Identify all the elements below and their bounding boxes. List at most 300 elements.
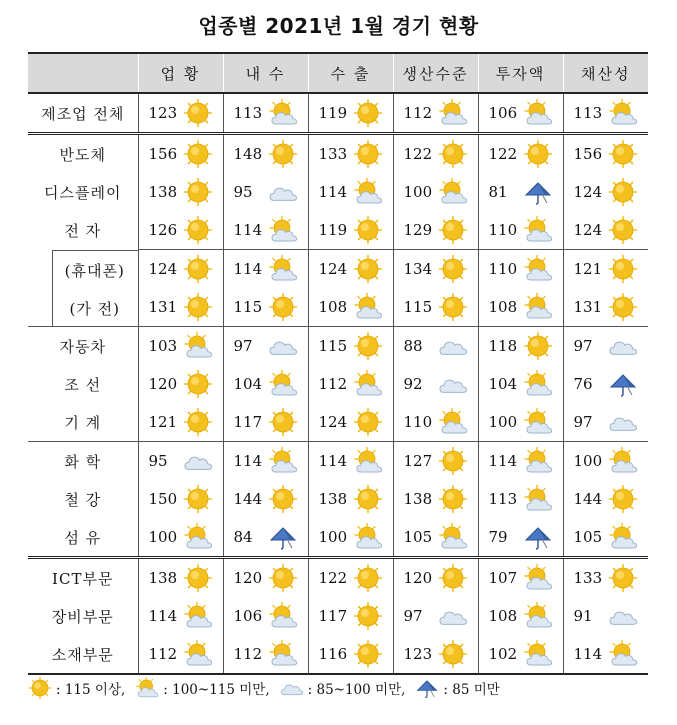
data-cell: [393, 93, 478, 134]
data-cell: [308, 442, 393, 481]
data-cell: [308, 134, 393, 174]
sun-icon: [28, 676, 52, 700]
cloud-icon: [268, 331, 298, 361]
cell-value: 105: [403, 528, 433, 546]
data-cell: [138, 480, 223, 518]
sun-icon: [268, 292, 298, 322]
industry-table: [28, 52, 648, 675]
partly-cloudy-icon: [523, 215, 553, 245]
data-cell: [223, 635, 308, 674]
data-cell: [308, 597, 393, 635]
cell-value: 115: [403, 298, 433, 316]
header-col: 수 출: [308, 53, 393, 93]
umbrella-icon: [523, 522, 553, 552]
cell-value: 114: [233, 452, 263, 470]
data-cell: [393, 250, 478, 289]
data-cell: [308, 365, 393, 403]
header-col: 내 수: [223, 53, 308, 93]
cell-value: 100: [488, 413, 518, 431]
sun-icon: [438, 215, 468, 245]
table-row: [28, 480, 648, 518]
data-cell: [223, 288, 308, 327]
data-cell: [138, 365, 223, 403]
cell-value: 126: [148, 221, 178, 239]
data-cell: [223, 558, 308, 598]
partly-cloudy-icon: [268, 254, 298, 284]
cell-value: 100: [148, 528, 178, 546]
data-cell: [223, 134, 308, 174]
data-cell: [478, 442, 563, 481]
partly-cloudy-icon: [183, 331, 213, 361]
cell-value: 103: [148, 337, 178, 355]
data-cell: [563, 558, 648, 598]
data-cell: [308, 480, 393, 518]
partly-cloudy-icon: [183, 601, 213, 631]
partly-cloudy-icon: [523, 446, 553, 476]
sun-icon: [438, 139, 468, 169]
data-cell: [563, 518, 648, 558]
data-cell: [478, 480, 563, 518]
data-cell: [563, 597, 648, 635]
sun-icon: [183, 254, 213, 284]
data-cell: [138, 442, 223, 481]
page-title: 업종별 2021년 1월 경기 현황: [198, 14, 479, 38]
cell-value: 95: [233, 183, 253, 201]
data-cell: [138, 403, 223, 442]
cell-value: 144: [233, 490, 263, 508]
partly-cloudy-icon: [608, 639, 638, 669]
sun-icon: [183, 98, 213, 128]
data-cell: [308, 173, 393, 211]
sun-icon: [183, 292, 213, 322]
data-cell: [478, 173, 563, 211]
cell-value: 117: [318, 607, 348, 625]
sun-icon: [268, 484, 298, 514]
header-col: 생산수준: [393, 53, 478, 93]
data-cell: [563, 403, 648, 442]
sun-icon: [608, 139, 638, 169]
legend: [28, 676, 510, 700]
umbrella-icon: [608, 369, 638, 399]
cell-value: 156: [573, 145, 603, 163]
cell-value: 131: [148, 298, 178, 316]
partly-cloudy-icon: [268, 98, 298, 128]
partly-cloudy-icon: [608, 522, 638, 552]
cell-value: 120: [403, 569, 433, 587]
sun-icon: [268, 407, 298, 437]
cell-value: 110: [488, 221, 518, 239]
partly-cloudy-icon: [268, 215, 298, 245]
data-cell: [478, 403, 563, 442]
cell-value: 113: [573, 104, 603, 122]
sun-icon: [183, 139, 213, 169]
cell-value: 114: [233, 221, 263, 239]
cell-value: 123: [148, 104, 178, 122]
data-cell: [563, 93, 648, 134]
cell-value: 95: [148, 452, 168, 470]
cell-value: 138: [318, 490, 348, 508]
cell-value: 114: [573, 645, 603, 663]
cell-value: 124: [318, 413, 348, 431]
cloud-icon: [608, 601, 638, 631]
cell-value: 113: [488, 490, 518, 508]
data-cell: [223, 480, 308, 518]
cell-value: 118: [488, 337, 518, 355]
data-cell: [138, 518, 223, 558]
data-cell: [138, 558, 223, 598]
data-cell: [393, 173, 478, 211]
header-col: 투자액: [478, 53, 563, 93]
row-label: 섬 유: [64, 528, 102, 547]
sun-icon: [353, 484, 383, 514]
row-sublabel: (가 전): [69, 300, 120, 318]
cell-value: 112: [403, 104, 433, 122]
data-cell: [393, 442, 478, 481]
sun-icon: [523, 139, 553, 169]
cell-value: 114: [233, 260, 263, 278]
cell-value: 131: [573, 298, 603, 316]
data-cell: [563, 288, 648, 327]
table-row: [28, 403, 648, 442]
cell-value: 108: [488, 298, 518, 316]
cell-value: 122: [488, 145, 518, 163]
sun-icon: [183, 563, 213, 593]
data-cell: [478, 635, 563, 674]
cell-value: 97: [573, 413, 593, 431]
sun-icon: [438, 639, 468, 669]
table-row: [28, 597, 648, 635]
cell-value: 114: [488, 452, 518, 470]
data-cell: [138, 635, 223, 674]
data-cell: [138, 211, 223, 250]
legend-item: [28, 676, 125, 700]
data-cell: [223, 442, 308, 481]
cell-value: 115: [318, 337, 348, 355]
data-cell: [478, 327, 563, 366]
row-sublabel: (휴대폰): [64, 261, 125, 280]
partly-cloudy-icon: [353, 522, 383, 552]
data-cell: [223, 597, 308, 635]
data-cell: [478, 365, 563, 403]
sun-icon: [353, 254, 383, 284]
data-cell: [563, 173, 648, 211]
sun-icon: [438, 484, 468, 514]
legend-text: : 85~100 미만,: [307, 682, 406, 698]
row-label: 기 계: [64, 413, 102, 432]
sun-icon: [183, 369, 213, 399]
cell-value: 112: [233, 645, 263, 663]
data-cell: [393, 211, 478, 250]
cell-value: 138: [148, 569, 178, 587]
data-cell: [478, 93, 563, 134]
partly-cloudy-icon: [523, 407, 553, 437]
cell-value: 102: [488, 645, 518, 663]
sun-icon: [438, 254, 468, 284]
cell-value: 106: [233, 607, 263, 625]
sun-icon: [353, 601, 383, 631]
cell-value: 79: [488, 528, 508, 546]
row-label: [28, 250, 138, 289]
cell-value: 124: [148, 260, 178, 278]
partly-cloudy-icon: [268, 446, 298, 476]
row-label: 전 자: [64, 221, 102, 240]
sun-icon: [608, 292, 638, 322]
cell-value: 119: [318, 221, 348, 239]
cloud-icon: [608, 331, 638, 361]
sun-icon: [183, 177, 213, 207]
cell-value: 134: [403, 260, 433, 278]
data-cell: [563, 365, 648, 403]
data-cell: [478, 597, 563, 635]
cell-value: 121: [573, 260, 603, 278]
umbrella-icon: [415, 676, 439, 700]
data-cell: [393, 288, 478, 327]
partly-cloudy-icon: [353, 369, 383, 399]
partly-cloudy-icon: [268, 639, 298, 669]
table-row: [28, 93, 648, 134]
cell-value: 105: [573, 528, 603, 546]
legend-item: [135, 676, 269, 700]
data-cell: [393, 518, 478, 558]
cell-value: 120: [148, 375, 178, 393]
data-cell: [308, 93, 393, 134]
cell-value: 127: [403, 452, 433, 470]
partly-cloudy-icon: [268, 601, 298, 631]
data-cell: [223, 327, 308, 366]
partly-cloudy-icon: [353, 292, 383, 322]
legend-text: : 85 미만: [443, 682, 500, 698]
data-cell: [308, 211, 393, 250]
cell-value: 108: [488, 607, 518, 625]
cell-value: 107: [488, 569, 518, 587]
data-cell: [478, 288, 563, 327]
sun-icon: [268, 139, 298, 169]
umbrella-icon: [268, 522, 298, 552]
table-row: [28, 327, 648, 366]
sun-icon: [353, 639, 383, 669]
row-label: 화 학: [28, 442, 138, 481]
cloud-icon: [268, 177, 298, 207]
cloud-icon: [608, 407, 638, 437]
cell-value: 100: [318, 528, 348, 546]
cell-value: 100: [403, 183, 433, 201]
table-row: [28, 365, 648, 403]
data-cell: [308, 327, 393, 366]
data-cell: [393, 134, 478, 174]
sun-icon: [608, 563, 638, 593]
cell-value: 114: [318, 183, 348, 201]
cell-value: 138: [148, 183, 178, 201]
row-label: 철 강: [64, 490, 102, 509]
cell-value: 100: [573, 452, 603, 470]
data-cell: [308, 635, 393, 674]
partly-cloudy-icon: [523, 292, 553, 322]
partly-cloudy-icon: [523, 639, 553, 669]
partly-cloudy-icon: [353, 177, 383, 207]
partly-cloudy-icon: [438, 98, 468, 128]
cloud-icon: [438, 331, 468, 361]
sun-icon: [183, 407, 213, 437]
cell-value: 133: [573, 569, 603, 587]
sun-icon: [183, 484, 213, 514]
cell-value: 121: [148, 413, 178, 431]
data-cell: [563, 480, 648, 518]
cloud-icon: [280, 676, 304, 700]
cell-value: 129: [403, 221, 433, 239]
cloud-icon: [438, 369, 468, 399]
partly-cloudy-icon: [523, 484, 553, 514]
partly-cloudy-icon: [183, 522, 213, 552]
row-label: 소재부문: [28, 635, 138, 674]
cell-value: 117: [233, 413, 263, 431]
data-cell: [308, 518, 393, 558]
data-cell: [308, 250, 393, 289]
partly-cloudy-icon: [353, 446, 383, 476]
table-row: [28, 250, 648, 289]
data-cell: [563, 442, 648, 481]
cell-value: 113: [233, 104, 263, 122]
cell-value: 76: [573, 375, 593, 393]
table-body: [28, 93, 648, 674]
cell-value: 122: [403, 145, 433, 163]
sun-icon: [353, 331, 383, 361]
data-cell: [223, 518, 308, 558]
data-cell: [478, 211, 563, 250]
data-cell: [138, 173, 223, 211]
row-label: 자동차: [28, 327, 138, 366]
partly-cloudy-icon: [135, 676, 159, 700]
partly-cloudy-icon: [438, 522, 468, 552]
sun-icon: [268, 563, 298, 593]
data-cell: [563, 635, 648, 674]
sun-icon: [438, 292, 468, 322]
partly-cloudy-icon: [268, 369, 298, 399]
cell-value: 148: [233, 145, 263, 163]
cell-value: 97: [573, 337, 593, 355]
data-cell: [138, 134, 223, 174]
cell-value: 115: [233, 298, 263, 316]
legend-text: : 100~115 미만,: [163, 682, 270, 698]
sun-icon: [438, 446, 468, 476]
cell-value: 110: [403, 413, 433, 431]
data-cell: [223, 173, 308, 211]
data-cell: [393, 403, 478, 442]
sun-icon: [608, 215, 638, 245]
cell-value: 104: [233, 375, 263, 393]
cell-value: 133: [318, 145, 348, 163]
row-label: 디스플레이: [44, 183, 122, 202]
data-cell: [393, 558, 478, 598]
cell-value: 81: [488, 183, 508, 201]
table-row: [28, 211, 648, 250]
cell-value: 156: [148, 145, 178, 163]
header-col: 업 황: [138, 53, 223, 93]
data-cell: [138, 288, 223, 327]
cell-value: 110: [488, 260, 518, 278]
row-label: [28, 288, 138, 327]
data-cell: [223, 403, 308, 442]
partly-cloudy-icon: [523, 254, 553, 284]
data-cell: [308, 288, 393, 327]
cell-value: 116: [318, 645, 348, 663]
data-cell: [563, 211, 648, 250]
sun-icon: [608, 484, 638, 514]
table-row: [28, 288, 648, 327]
table-header-row: [28, 53, 648, 93]
data-cell: [478, 518, 563, 558]
sun-icon: [353, 139, 383, 169]
data-cell: [563, 134, 648, 174]
cell-value: 124: [318, 260, 348, 278]
cell-value: 106: [488, 104, 518, 122]
cell-value: 120: [233, 569, 263, 587]
legend-text: : 115 이상,: [56, 682, 126, 698]
cell-value: 114: [148, 607, 178, 625]
data-cell: [308, 558, 393, 598]
cell-value: 112: [318, 375, 348, 393]
cell-value: 91: [573, 607, 593, 625]
table-row: [28, 558, 648, 598]
data-cell: [223, 250, 308, 289]
sun-icon: [438, 563, 468, 593]
cell-value: 119: [318, 104, 348, 122]
data-cell: [393, 365, 478, 403]
partly-cloudy-icon: [183, 639, 213, 669]
table-row: [28, 134, 648, 174]
sun-icon: [608, 254, 638, 284]
cell-value: 122: [318, 569, 348, 587]
cell-value: 92: [403, 375, 423, 393]
table-row: [28, 173, 648, 211]
data-cell: [563, 250, 648, 289]
data-cell: [138, 250, 223, 289]
partly-cloudy-icon: [523, 369, 553, 399]
sun-icon: [523, 331, 553, 361]
cell-value: 114: [318, 452, 348, 470]
sun-icon: [353, 215, 383, 245]
header-blank: [28, 53, 138, 93]
cell-value: 124: [573, 183, 603, 201]
data-cell: [563, 327, 648, 366]
partly-cloudy-icon: [438, 177, 468, 207]
partly-cloudy-icon: [608, 446, 638, 476]
cell-value: 97: [403, 607, 423, 625]
sun-icon: [353, 98, 383, 128]
data-cell: [223, 365, 308, 403]
cloud-icon: [438, 601, 468, 631]
table-row: [28, 442, 648, 481]
table-row: [28, 518, 648, 558]
legend-item: [415, 676, 499, 700]
sun-icon: [608, 177, 638, 207]
partly-cloudy-icon: [523, 98, 553, 128]
data-cell: [223, 93, 308, 134]
cell-value: 97: [233, 337, 253, 355]
data-cell: [223, 211, 308, 250]
partly-cloudy-icon: [523, 563, 553, 593]
cell-value: 88: [403, 337, 423, 355]
row-label: ICT부문: [28, 558, 138, 598]
partly-cloudy-icon: [438, 407, 468, 437]
umbrella-icon: [523, 177, 553, 207]
row-label: 장비부문: [51, 607, 114, 626]
row-label: 반도체: [28, 134, 138, 174]
data-cell: [478, 558, 563, 598]
cell-value: 150: [148, 490, 178, 508]
cell-value: 123: [403, 645, 433, 663]
sun-icon: [183, 215, 213, 245]
partly-cloudy-icon: [608, 98, 638, 128]
